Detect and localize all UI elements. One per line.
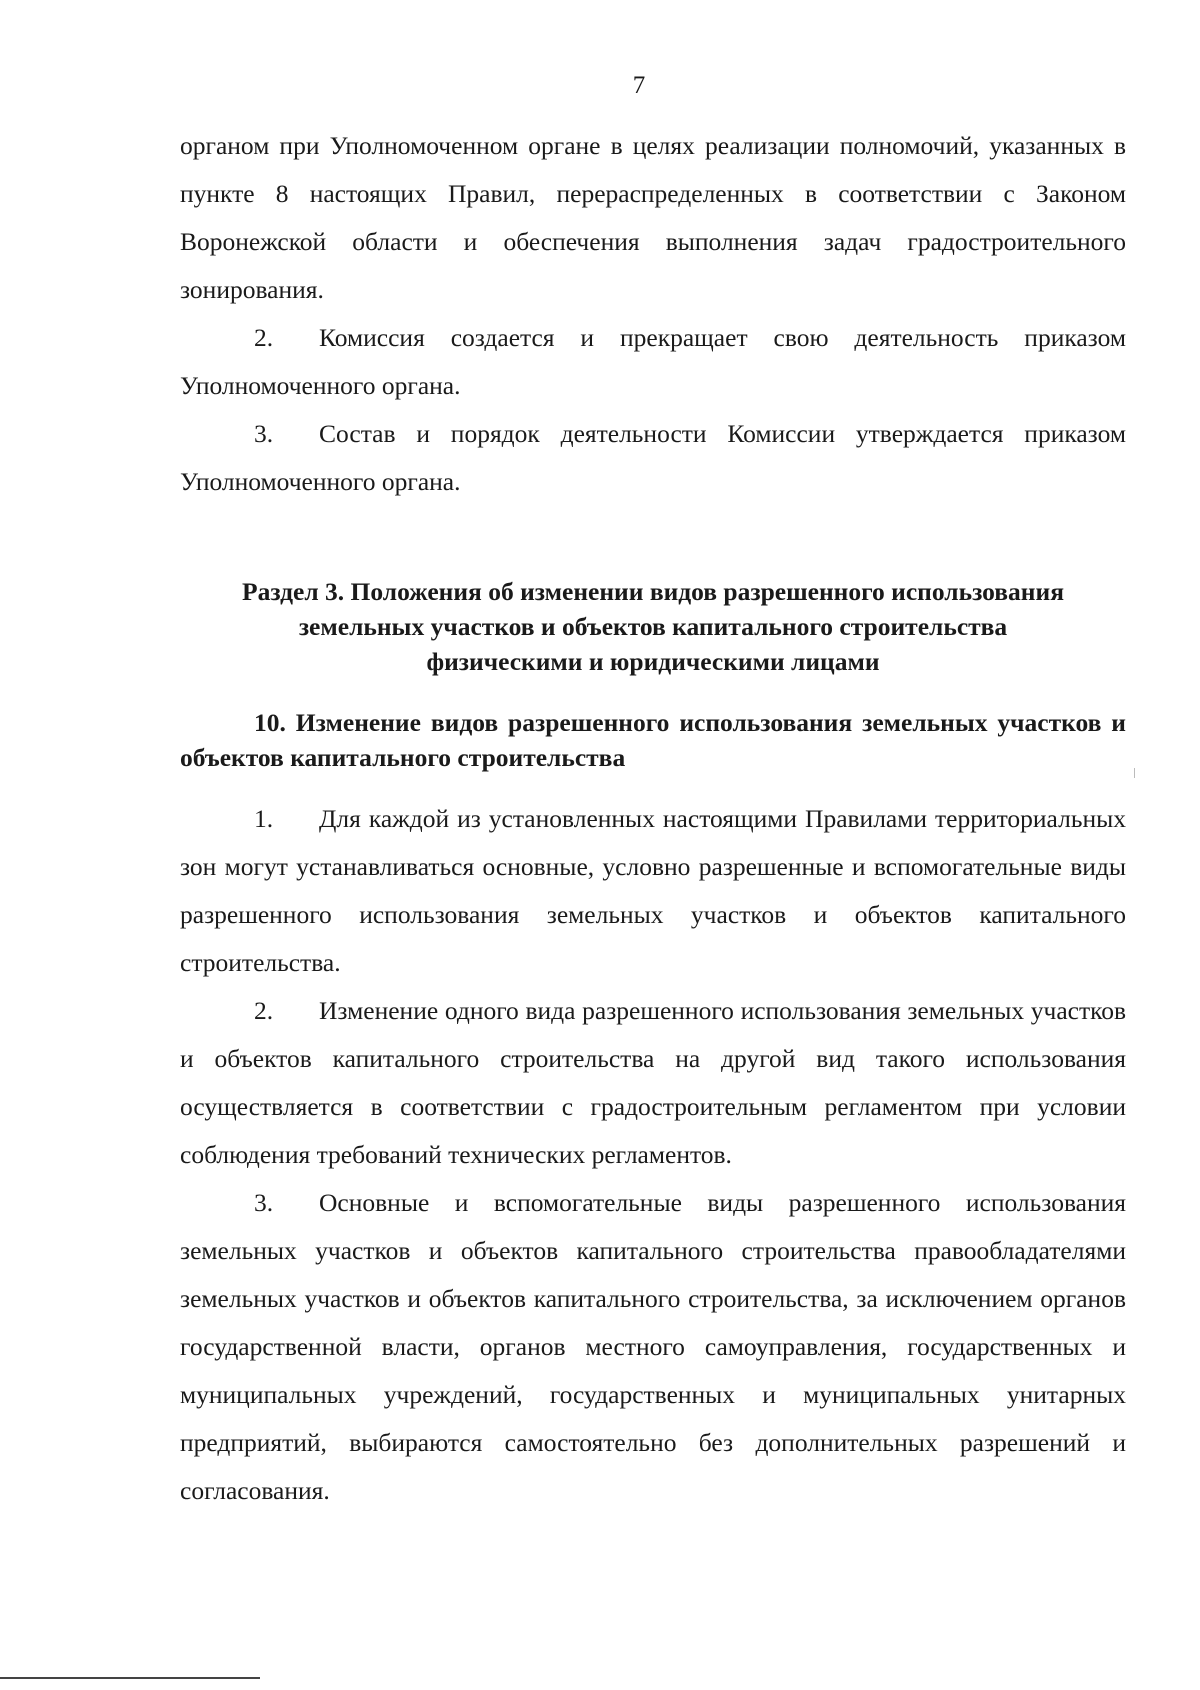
footer-rule bbox=[0, 1677, 260, 1679]
item-number: 1. bbox=[254, 804, 274, 833]
article-body bbox=[180, 795, 1126, 1515]
intro-item-3 bbox=[180, 410, 1126, 506]
section-title-line-3: физическими и юридическими лицами bbox=[426, 647, 880, 676]
intro-block bbox=[180, 122, 1126, 506]
item-number: 2. bbox=[254, 996, 274, 1025]
intro-item-2 bbox=[180, 314, 1126, 410]
item-text: Комиссия создается и прекращает свою деятельность приказом Уполномоченного органа. bbox=[180, 323, 1126, 400]
item-text: Изменение одного вида разрешенного использования земельных участков и объектов капитального строительства на другой вид такого использования осуществляется в соответствии с градостроительным регламентом при условии соблюдения требований технических регламентов. bbox=[180, 996, 1126, 1169]
article-item-3 bbox=[180, 1179, 1126, 1515]
article-item-2 bbox=[180, 987, 1126, 1179]
section-title-line-2: земельных участков и объектов капитального строительства bbox=[298, 612, 1008, 641]
section-title-line-1: Раздел 3. Положения об изменении видов разрешенного использования bbox=[242, 577, 1064, 606]
intro-continuation-paragraph: органом при Уполномоченном органе в целях реализации полномочий, указанных в пункте 8 настоящих Правил, перераспределенных в соответствии с Законом Воронежской области и обеспечения выполнения задач градостроительного зонирования. bbox=[180, 131, 1126, 304]
section-heading bbox=[180, 574, 1126, 679]
article-heading: 10. Изменение видов разрешенного использования земельных участков и объектов капитального строительства bbox=[180, 708, 1126, 772]
item-text: Для каждой из установленных настоящими Правилами территориальных зон могут устанавливаться основные, условно разрешенные и вспомогательные виды разрешенного использования земельных участков и объектов капитального строительства. bbox=[180, 804, 1126, 977]
item-text: Состав и порядок деятельности Комиссии утверждается приказом Уполномоченного органа. bbox=[180, 419, 1126, 496]
scan-mark bbox=[1134, 768, 1135, 778]
item-text: Основные и вспомогательные виды разрешенного использования земельных участков и объектов капитального строительства правообладателями земельных участков и объектов капитального строительства, за исключением органов государственной власти, органов местного самоуправления, государственных и муниципальных учреждений, государственных и муниципальных унитарных предприятий, выбираются самостоятельно без дополнительных разрешений и согласования. bbox=[180, 1188, 1126, 1505]
page-number: 7 bbox=[632, 72, 646, 99]
item-number: 3. bbox=[254, 419, 274, 448]
item-number: 2. bbox=[254, 323, 274, 352]
article-item-1 bbox=[180, 795, 1126, 987]
item-number: 3. bbox=[254, 1188, 274, 1217]
